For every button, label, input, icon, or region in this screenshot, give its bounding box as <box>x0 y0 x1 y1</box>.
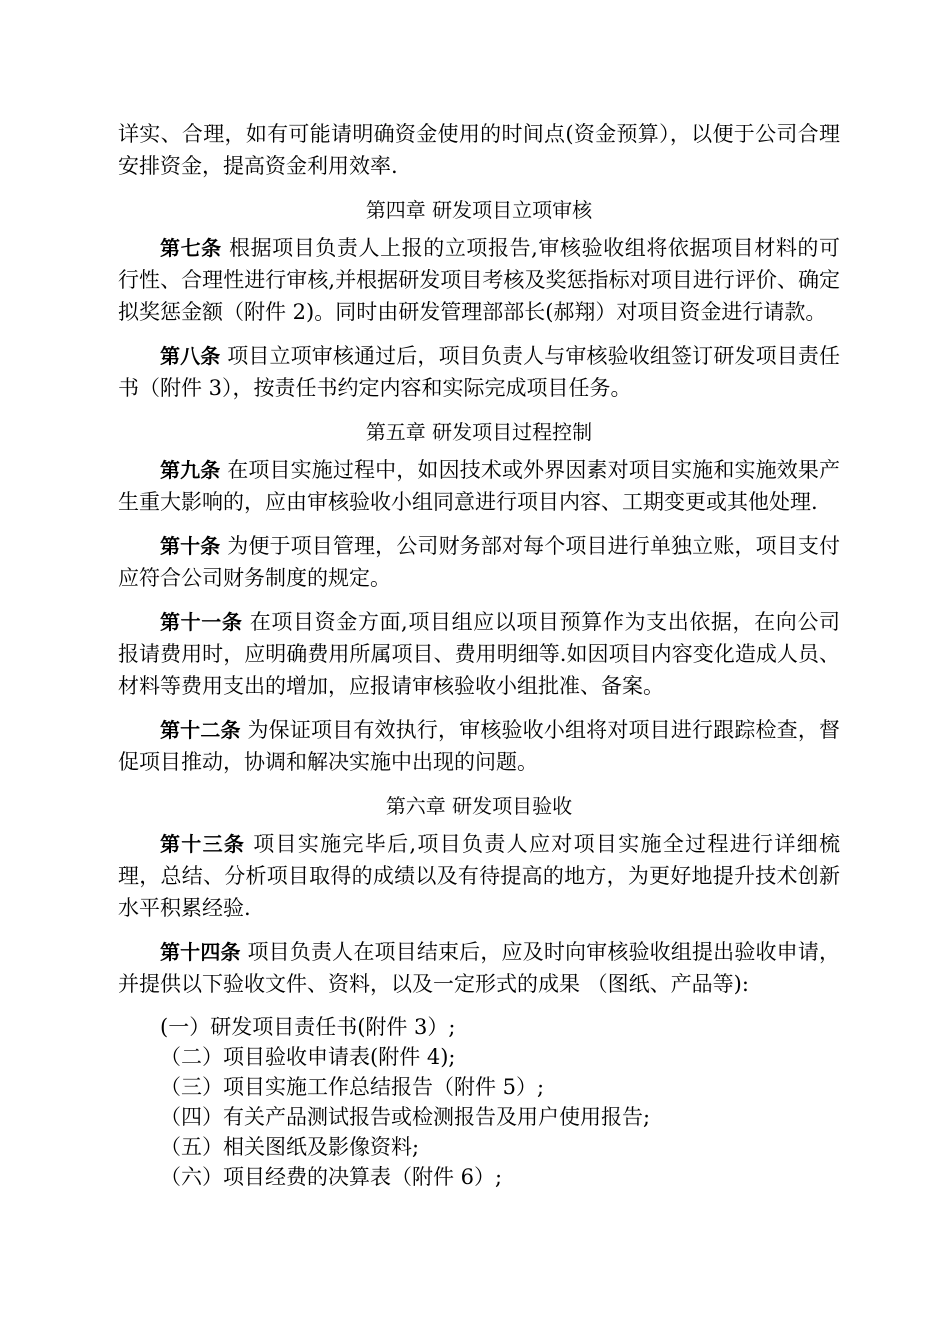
article-13-body: 项目实施完毕后,项目负责人应对项目实施全过程进行详细梳理，总结、分析项目取得的成绩以及有待提高的地方，为更好地提升技术创新水平积累经验. <box>118 832 840 920</box>
article-7-head: 第七条 <box>160 236 222 260</box>
chapter-6-heading: 第六章 研发项目验收 <box>385 794 573 818</box>
article-12 <box>118 714 840 778</box>
article-13-head: 第十三条 <box>160 832 246 856</box>
list-item: （三）项目实施工作总结报告（附件 5）; <box>160 1075 545 1099</box>
article-14-head: 第十四条 <box>160 940 241 964</box>
article-7 <box>118 232 840 328</box>
intro-paragraph: 详实、合理，如有可能请明确资金使用的时间点(资金预算），以便于公司合理安排资金，提高资金利用效率. <box>118 122 840 178</box>
article-8 <box>118 340 840 404</box>
article-9-body: 在项目实施过程中，如因技术或外界因素对项目实施和实施效果产生重大影响的，应由审核验收小组同意进行项目内容、工期变更或其他处理. <box>118 458 840 514</box>
acceptance-documents-list <box>118 1012 840 1192</box>
article-8-head: 第八条 <box>160 344 221 368</box>
article-10-head: 第十条 <box>160 534 221 558</box>
article-8-body: 项目立项审核通过后，项目负责人与审核验收组签订研发项目责任书（附件 3），按责任书约定内容和实际完成项目任务。 <box>118 344 840 400</box>
document-page <box>118 118 840 1192</box>
list-item: （五）相关图纸及影像资料; <box>160 1135 420 1159</box>
article-14 <box>118 936 840 1000</box>
article-12-body: 为保证项目有效执行，审核验收小组将对项目进行跟踪检查，督促项目推动，协调和解决实施中出现的问题。 <box>118 718 840 774</box>
article-9 <box>118 454 840 518</box>
chapter-4-heading: 第四章 研发项目立项审核 <box>365 198 593 222</box>
article-14-body: 项目负责人在项目结束后，应及时向审核验收组提出验收申请，并提供以下验收文件、资料，以及一定形式的成果 （图纸、产品等): <box>118 940 840 996</box>
article-11-body: 在项目资金方面,项目组应以项目预算作为支出依据，在向公司报请费用时，应明确费用所属项目、费用明细等.如因项目内容变化造成人员、材料等费用支出的增加，应报请审核验收小组批准、备案。 <box>118 610 841 698</box>
list-item: （六）项目经费的决算表（附件 6）; <box>160 1165 503 1189</box>
list-item: (一）研发项目责任书(附件 3）; <box>160 1015 456 1039</box>
list-item: （四）有关产品测试报告或检测报告及用户使用报告; <box>160 1105 651 1129</box>
article-12-head: 第十二条 <box>160 718 241 742</box>
article-10-body: 为便于项目管理，公司财务部对每个项目进行单独立账，项目支付应符合公司财务制度的规定。 <box>118 534 840 590</box>
article-11-head: 第十一条 <box>160 610 243 634</box>
article-10 <box>118 530 840 594</box>
chapter-5-heading: 第五章 研发项目过程控制 <box>365 420 593 444</box>
article-9-head: 第九条 <box>160 458 221 482</box>
article-7-body: 根据项目负责人上报的立项报告,审核验收组将依据项目材料的可行性、合理性进行审核,并根据研发项目考核及奖惩指标对项目进行评价、确定拟奖惩金额（附件 2)。同时由研发管理部部长(郝翔）对项目资金进行请款。 <box>118 236 840 324</box>
article-13 <box>118 828 840 924</box>
article-11 <box>118 606 840 702</box>
list-item: （二）项目验收申请表(附件 4); <box>160 1045 456 1069</box>
